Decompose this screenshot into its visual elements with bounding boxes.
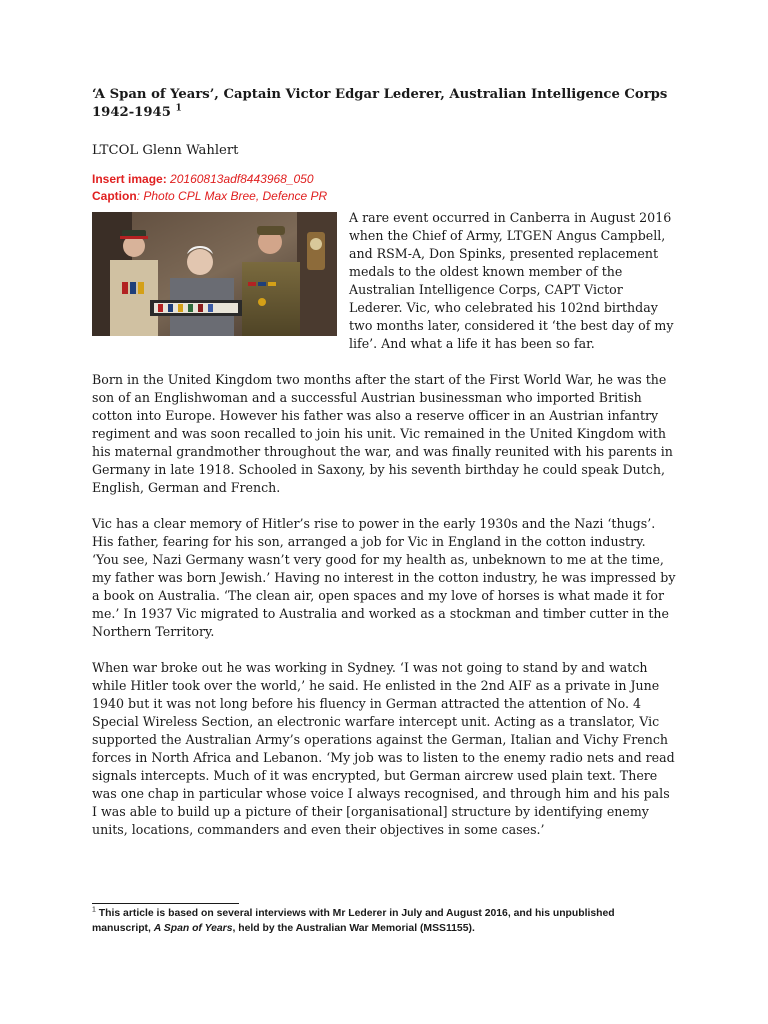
- paragraph-3: Vic has a clear memory of Hitler’s rise to power in the early 1930s and the Nazi ‘thugs’. His father, fearing for his son, arranged a job for Vic in England in the cotton industry. ‘You see, Nazi Germany wasn’t very good for my health as, unbeknown to me at the time, my father was born Jewish.’ Having no interest in the cotton industry, he was impressed by a book on Australia. ‘The clean air, open spaces and my love of horses is what made it for me.’ In 1937 Vic migrated to Australia and worked as a stockman and timber cutter in the Northern Territory.: [92, 516, 676, 639]
- article-author: LTCOL Glenn Wahlert: [92, 143, 239, 158]
- footnote-text-before: This article is based on several interviews with Mr Lederer in July and August 2016, and his unpublished manuscript,: [92, 908, 615, 934]
- paragraph-1: A rare event occurred in Canberra in August 2016 when the Chief of Army, LTGEN Angus Campbell, and RSM-A, Don Spinks, presented replacement medals to the oldest known member of the Australian Intelligence Corps, CAPT Victor Lederer. Vic, who celebrated his 102nd birthday two months later, considered it ‘the best day of my life’. And what a life it has been so far.: [349, 210, 674, 351]
- footnote-separator: [92, 903, 239, 904]
- paragraph-2: Born in the United Kingdom two months after the start of the First World War, he was the son of an Englishwoman and a successful Austrian businessman who imported British cotton into Europe. However his father was also a reserve officer in an Austrian infantry regiment and was soon recalled to join his unit. Vic remained in the United Kingdom with his maternal grandmother throughout the war, and was finally reunited with his parents in Germany in late 1918. Schooled in Saxony, by his seventh birthday he could speak Dutch, English, German and French.: [92, 372, 673, 495]
- title-footnote-ref[interactable]: 1: [175, 103, 182, 114]
- caption-label: Caption: [92, 189, 137, 203]
- paragraph-4: When war broke out he was working in Sydney. ‘I was not going to stand by and watch while Hitler took over the world,’ he said. He enlisted in the 2nd AIF as a private in June 1940 but it was not long before his fluency in German attracted the attention of No. 4 Special Wireless Section, an electronic warfare intercept unit. Acting as a translator, Vic supported the Australian Army’s operations against the German, Italian and Vichy French forces in North Africa and Lebanon. ‘My job was to listen to the enemy radio nets and read signals intercepts. Much of it was encrypted, but German aircrew used plain text. There was one chap in particular whose voice I always recognised, and through him and his pals I was able to build up a picture of their [organisational] structure by identifying enemy units, locations, commanders and even their objectives in some cases.’: [92, 660, 675, 837]
- insert-image-instruction: [92, 171, 676, 205]
- insert-image-value: 20160813adf8443968_050: [170, 172, 314, 186]
- footnote-text-after: , held by the Australian War Memorial (MSS1155).: [232, 922, 475, 934]
- footnote-marker: 1: [92, 906, 96, 914]
- footnote-book-title: A Span of Years: [153, 922, 233, 934]
- document-page: [92, 86, 676, 839]
- article-title: [92, 86, 676, 122]
- caption-value: : Photo CPL Max Bree, Defence PR: [136, 189, 328, 203]
- caption-line: [92, 188, 676, 205]
- article-body: [92, 209, 676, 839]
- insert-image-label: Insert image:: [92, 172, 167, 186]
- insert-image-line: [92, 171, 676, 188]
- article-title-text: ‘A Span of Years’, Captain Victor Edgar Lederer, Australian Intelligence Corps 1942-1945: [92, 87, 668, 120]
- footnote: [92, 907, 676, 936]
- medal-presentation-photo: [92, 212, 337, 336]
- photo-illustration: [92, 212, 337, 336]
